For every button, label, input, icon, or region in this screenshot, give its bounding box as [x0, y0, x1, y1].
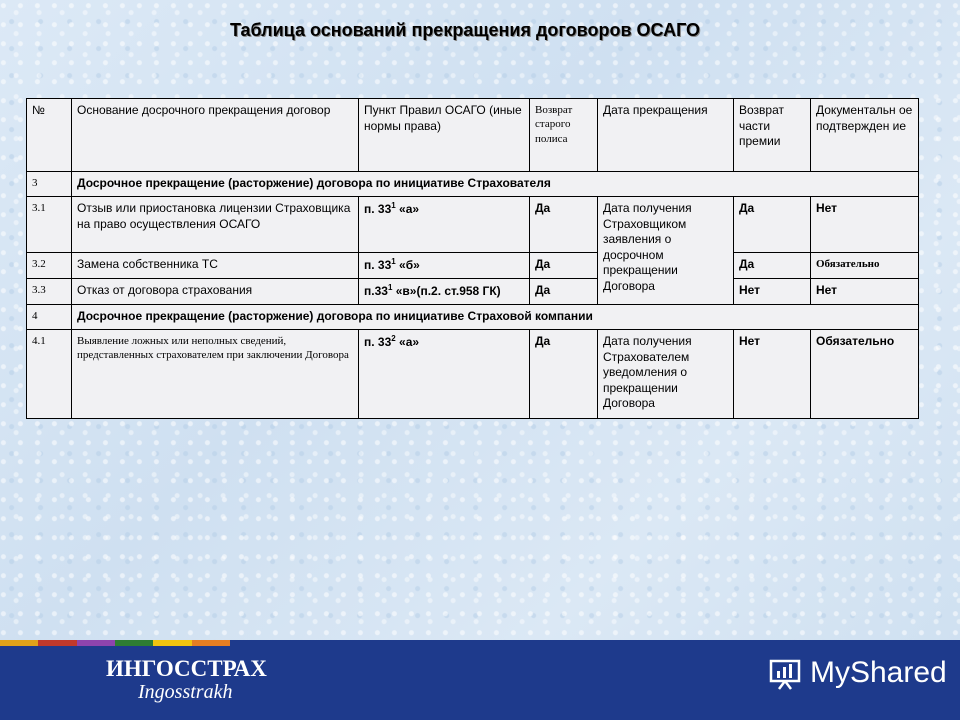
- rule-prefix: п. 33: [364, 335, 392, 349]
- table-row: [27, 253, 919, 279]
- section-row: [27, 172, 919, 197]
- row-refund: Да: [734, 253, 811, 279]
- rule-sup: 1: [391, 257, 396, 266]
- row-docs: Нет: [811, 197, 919, 253]
- row-docs: Обязательно: [811, 330, 919, 419]
- presentation-icon: [768, 656, 804, 692]
- rule-prefix: п. 33: [364, 202, 392, 216]
- row-rule: [359, 279, 530, 305]
- row-date: Дата получения Страхователем уведомления о прекращении Договора: [598, 330, 734, 419]
- row-basis: Замена собственника ТС: [72, 253, 359, 279]
- section-title: Досрочное прекращение (расторжение) договора по инициативе Страховой компании: [72, 305, 919, 330]
- rule-prefix: п.33: [364, 284, 388, 298]
- color-stripes: [0, 640, 230, 646]
- row-no: 3.3: [27, 279, 72, 305]
- termination-table: [26, 98, 919, 419]
- header-no: №: [27, 99, 72, 172]
- row-old-policy: Да: [530, 253, 598, 279]
- row-date: Дата получения Страховщиком заявления о досрочном прекращении Договора: [598, 197, 734, 305]
- rule-sup: 2: [391, 334, 396, 343]
- header-rule: Пункт Правил ОСАГО (иные нормы права): [359, 99, 530, 172]
- section-no: 3: [27, 172, 72, 197]
- row-basis: Выявление ложных или неполных сведений, представленных страхователем при заключении Договора: [72, 330, 359, 419]
- row-rule: [359, 253, 530, 279]
- row-docs: Нет: [811, 279, 919, 305]
- header-refund: Возврат части премии: [734, 99, 811, 172]
- row-rule: [359, 330, 530, 419]
- row-refund: Да: [734, 197, 811, 253]
- section-no: 4: [27, 305, 72, 330]
- row-basis: Отзыв или приостановка лицензии Страховщика на право осуществления ОСАГО: [72, 197, 359, 253]
- rule-sup: 1: [391, 201, 396, 210]
- row-old-policy: Да: [530, 279, 598, 305]
- table-row: [27, 279, 919, 305]
- rule-suffix: «а»: [395, 202, 420, 216]
- section-title: Досрочное прекращение (расторжение) договора по инициативе Страхователя: [72, 172, 919, 197]
- rule-suffix: «в»(п.2. ст.958 ГК): [392, 284, 501, 298]
- row-basis: Отказ от договора страхования: [72, 279, 359, 305]
- myshared-brand[interactable]: MyShared: [810, 656, 947, 689]
- row-refund: Нет: [734, 330, 811, 419]
- row-old-policy: Да: [530, 330, 598, 419]
- row-old-policy: Да: [530, 197, 598, 253]
- header-date: Дата прекращения: [598, 99, 734, 172]
- rule-suffix: «а»: [395, 335, 420, 349]
- header-old-policy: Возврат старого полиса: [530, 99, 598, 172]
- section-row: [27, 305, 919, 330]
- page-title: Таблица оснований прекращения договоров ОСАГО: [229, 20, 701, 40]
- table-row: [27, 197, 919, 253]
- rule-prefix: п. 33: [364, 258, 392, 272]
- row-rule: [359, 197, 530, 253]
- row-no: 4.1: [27, 330, 72, 419]
- header-basis: Основание досрочного прекращения договор: [72, 99, 359, 172]
- ingosstrakh-logo-latin: Ingosstrakh: [138, 681, 233, 703]
- table-row: [27, 330, 919, 419]
- rule-sup: 1: [387, 283, 393, 292]
- row-docs: Обязательно: [811, 253, 919, 279]
- row-no: 3.2: [27, 253, 72, 279]
- row-no: 3.1: [27, 197, 72, 253]
- rule-suffix: «б»: [395, 258, 420, 272]
- table-header-row: [27, 99, 919, 172]
- row-refund: Нет: [734, 279, 811, 305]
- header-docs: Документальн ое подтвержден ие: [811, 99, 919, 172]
- ingosstrakh-logo: ИНГОССТРАХ: [106, 656, 267, 681]
